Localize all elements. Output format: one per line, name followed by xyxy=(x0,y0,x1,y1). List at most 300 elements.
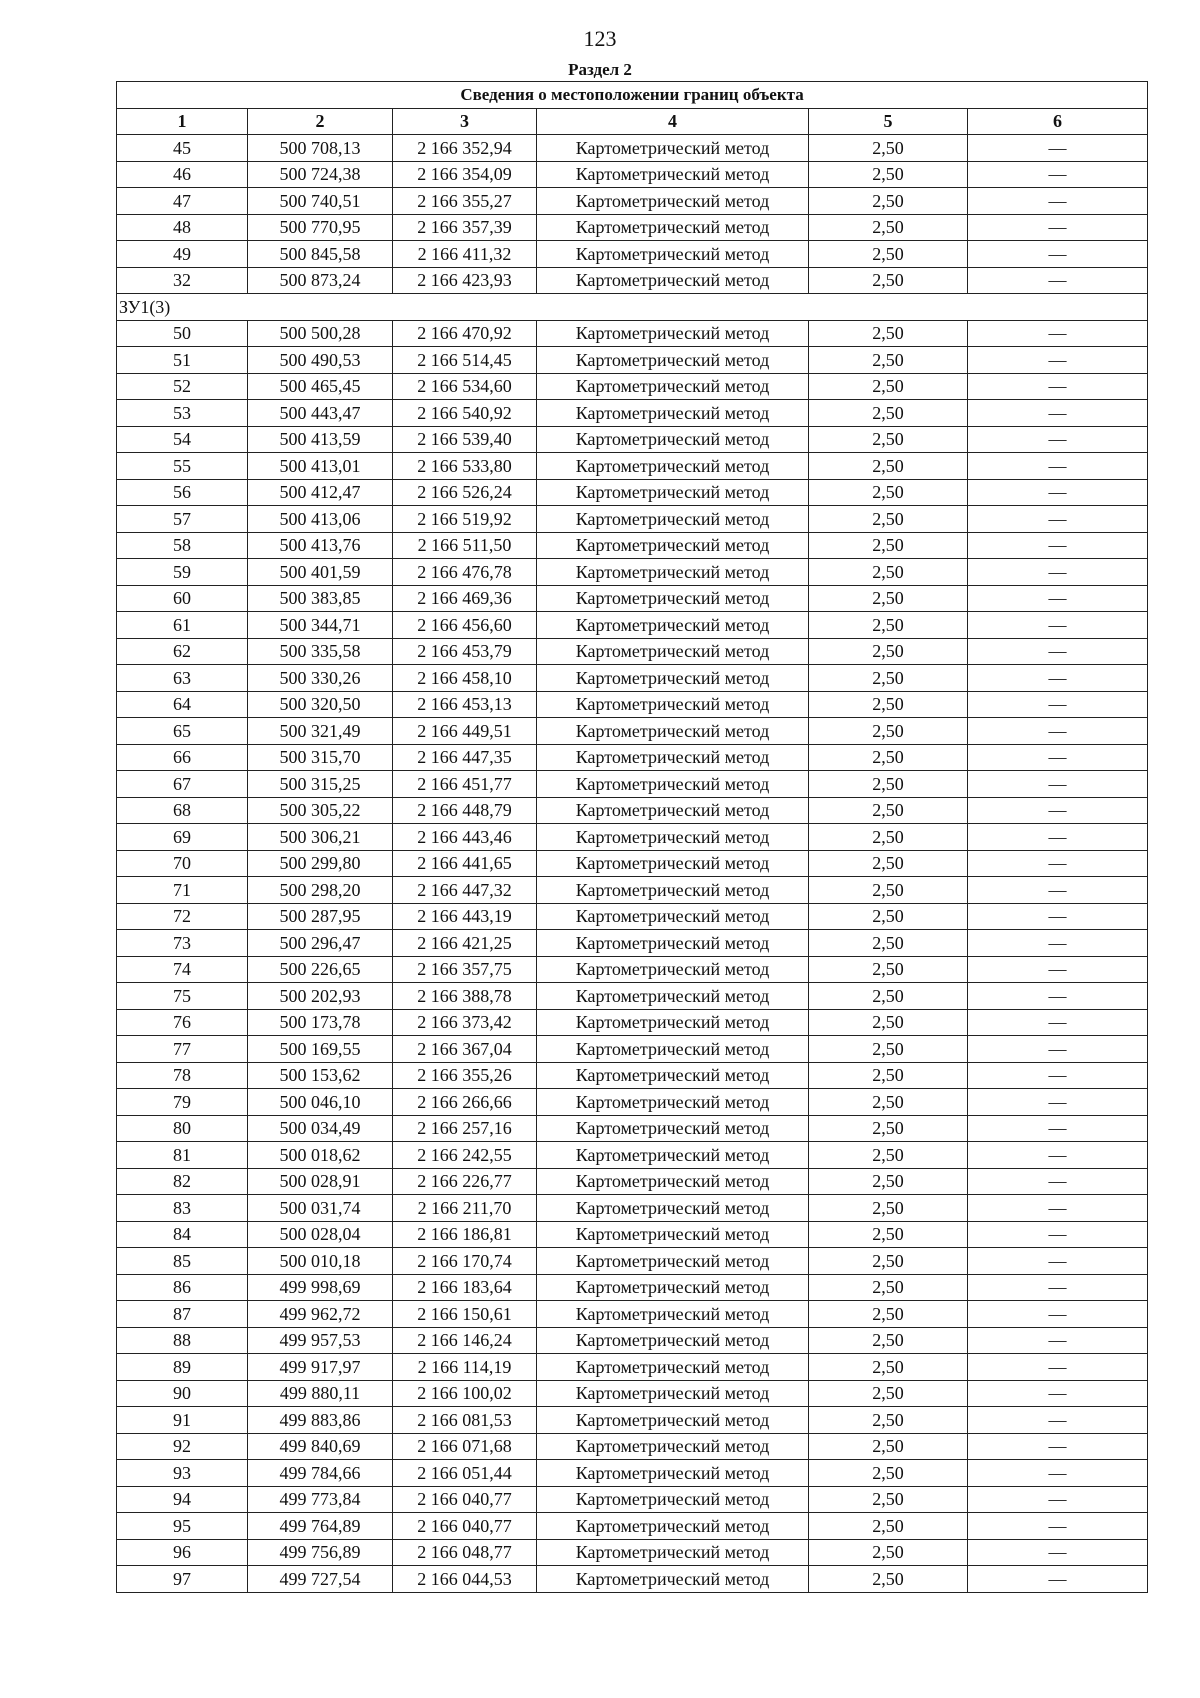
y-coordinate-cell: 2 166 266,66 xyxy=(393,1089,537,1116)
description-cell: — xyxy=(968,612,1148,639)
table-row xyxy=(117,850,1148,877)
x-coordinate-cell: 500 321,49 xyxy=(248,718,393,745)
x-coordinate-cell: 500 344,71 xyxy=(248,612,393,639)
table-row xyxy=(117,320,1148,347)
method-cell: Картометрический метод xyxy=(537,1301,809,1328)
accuracy-cell: 2,50 xyxy=(809,691,968,718)
accuracy-cell: 2,50 xyxy=(809,1009,968,1036)
point-number-cell: 56 xyxy=(117,479,248,506)
point-number-cell: 69 xyxy=(117,824,248,851)
description-cell: — xyxy=(968,1142,1148,1169)
description-cell: — xyxy=(968,903,1148,930)
point-number-cell: 65 xyxy=(117,718,248,745)
x-coordinate-cell: 499 756,89 xyxy=(248,1539,393,1566)
method-cell: Картометрический метод xyxy=(537,479,809,506)
x-coordinate-cell: 500 173,78 xyxy=(248,1009,393,1036)
section-title: Раздел 2 xyxy=(568,60,632,79)
point-number-cell: 77 xyxy=(117,1036,248,1063)
point-number-cell: 53 xyxy=(117,400,248,427)
method-cell: Картометрический метод xyxy=(537,983,809,1010)
description-cell: — xyxy=(968,718,1148,745)
table-body-after-group xyxy=(117,320,1148,1592)
accuracy-cell: 2,50 xyxy=(809,1195,968,1222)
accuracy-cell: 2,50 xyxy=(809,850,968,877)
method-cell: Картометрический метод xyxy=(537,665,809,692)
point-number-cell: 72 xyxy=(117,903,248,930)
x-coordinate-cell: 500 413,06 xyxy=(248,506,393,533)
x-coordinate-cell: 500 708,13 xyxy=(248,135,393,162)
description-cell: — xyxy=(968,1433,1148,1460)
method-cell: Картометрический метод xyxy=(537,1248,809,1275)
point-number-cell: 73 xyxy=(117,930,248,957)
description-cell: — xyxy=(968,1009,1148,1036)
table-row xyxy=(117,1566,1148,1593)
method-cell: Картометрический метод xyxy=(537,1486,809,1513)
description-cell: — xyxy=(968,585,1148,612)
table-caption: Сведения о местоположении границ объекта xyxy=(117,82,1148,109)
accuracy-cell: 2,50 xyxy=(809,983,968,1010)
description-cell: — xyxy=(968,1195,1148,1222)
group-label: ЗУ1(3) xyxy=(117,294,1148,321)
accuracy-cell: 2,50 xyxy=(809,1115,968,1142)
x-coordinate-cell: 500 010,18 xyxy=(248,1248,393,1275)
accuracy-cell: 2,50 xyxy=(809,1327,968,1354)
table-row xyxy=(117,214,1148,241)
description-cell: — xyxy=(968,241,1148,268)
accuracy-cell: 2,50 xyxy=(809,506,968,533)
accuracy-cell: 2,50 xyxy=(809,956,968,983)
description-cell: — xyxy=(968,1089,1148,1116)
y-coordinate-cell: 2 166 357,75 xyxy=(393,956,537,983)
point-number-cell: 84 xyxy=(117,1221,248,1248)
y-coordinate-cell: 2 166 449,51 xyxy=(393,718,537,745)
table-row xyxy=(117,1327,1148,1354)
accuracy-cell: 2,50 xyxy=(809,1433,968,1460)
y-coordinate-cell: 2 166 355,26 xyxy=(393,1062,537,1089)
point-number-cell: 68 xyxy=(117,797,248,824)
method-cell: Картометрический метод xyxy=(537,797,809,824)
x-coordinate-cell: 500 465,45 xyxy=(248,373,393,400)
description-cell: — xyxy=(968,1566,1148,1593)
x-coordinate-cell: 500 443,47 xyxy=(248,400,393,427)
method-cell: Картометрический метод xyxy=(537,1354,809,1381)
table-row xyxy=(117,1009,1148,1036)
point-number-cell: 74 xyxy=(117,956,248,983)
description-cell: — xyxy=(968,559,1148,586)
method-cell: Картометрический метод xyxy=(537,1089,809,1116)
y-coordinate-cell: 2 166 539,40 xyxy=(393,426,537,453)
description-cell: — xyxy=(968,479,1148,506)
y-coordinate-cell: 2 166 443,19 xyxy=(393,903,537,930)
method-cell: Картометрический метод xyxy=(537,1327,809,1354)
x-coordinate-cell: 499 883,86 xyxy=(248,1407,393,1434)
point-number-cell: 51 xyxy=(117,347,248,374)
point-number-cell: 87 xyxy=(117,1301,248,1328)
point-number-cell: 47 xyxy=(117,188,248,215)
description-cell: — xyxy=(968,267,1148,294)
table-row xyxy=(117,638,1148,665)
method-cell: Картометрический метод xyxy=(537,1221,809,1248)
description-cell: — xyxy=(968,1062,1148,1089)
accuracy-cell: 2,50 xyxy=(809,241,968,268)
description-cell: — xyxy=(968,506,1148,533)
accuracy-cell: 2,50 xyxy=(809,612,968,639)
method-cell: Картометрический метод xyxy=(537,718,809,745)
point-number-cell: 63 xyxy=(117,665,248,692)
method-cell: Картометрический метод xyxy=(537,612,809,639)
accuracy-cell: 2,50 xyxy=(809,665,968,692)
x-coordinate-cell: 500 298,20 xyxy=(248,877,393,904)
y-coordinate-cell: 2 166 242,55 xyxy=(393,1142,537,1169)
x-coordinate-cell: 499 840,69 xyxy=(248,1433,393,1460)
table-row xyxy=(117,1221,1148,1248)
accuracy-cell: 2,50 xyxy=(809,135,968,162)
point-number-cell: 81 xyxy=(117,1142,248,1169)
method-cell: Картометрический метод xyxy=(537,1460,809,1487)
accuracy-cell: 2,50 xyxy=(809,1301,968,1328)
accuracy-cell: 2,50 xyxy=(809,1486,968,1513)
method-cell: Картометрический метод xyxy=(537,373,809,400)
y-coordinate-cell: 2 166 170,74 xyxy=(393,1248,537,1275)
y-coordinate-cell: 2 166 354,09 xyxy=(393,161,537,188)
column-header-row xyxy=(117,108,1148,135)
point-number-cell: 50 xyxy=(117,320,248,347)
x-coordinate-cell: 500 296,47 xyxy=(248,930,393,957)
accuracy-cell: 2,50 xyxy=(809,1460,968,1487)
description-cell: — xyxy=(968,1221,1148,1248)
method-cell: Картометрический метод xyxy=(537,744,809,771)
table-row xyxy=(117,824,1148,851)
x-coordinate-cell: 500 031,74 xyxy=(248,1195,393,1222)
description-cell: — xyxy=(968,691,1148,718)
description-cell: — xyxy=(968,638,1148,665)
table-row xyxy=(117,665,1148,692)
y-coordinate-cell: 2 166 423,93 xyxy=(393,267,537,294)
point-number-cell: 92 xyxy=(117,1433,248,1460)
x-coordinate-cell: 500 740,51 xyxy=(248,188,393,215)
column-header: 3 xyxy=(393,108,537,135)
y-coordinate-cell: 2 166 534,60 xyxy=(393,373,537,400)
point-number-cell: 76 xyxy=(117,1009,248,1036)
x-coordinate-cell: 500 018,62 xyxy=(248,1142,393,1169)
method-cell: Картометрический метод xyxy=(537,1142,809,1169)
y-coordinate-cell: 2 166 470,92 xyxy=(393,320,537,347)
x-coordinate-cell: 500 873,24 xyxy=(248,267,393,294)
method-cell: Картометрический метод xyxy=(537,691,809,718)
description-cell: — xyxy=(968,1380,1148,1407)
description-cell: — xyxy=(968,1036,1148,1063)
table-row xyxy=(117,267,1148,294)
table-row xyxy=(117,744,1148,771)
description-cell: — xyxy=(968,400,1148,427)
table-row xyxy=(117,612,1148,639)
point-number-cell: 91 xyxy=(117,1407,248,1434)
x-coordinate-cell: 500 401,59 xyxy=(248,559,393,586)
accuracy-cell: 2,50 xyxy=(809,877,968,904)
accuracy-cell: 2,50 xyxy=(809,373,968,400)
method-cell: Картометрический метод xyxy=(537,1407,809,1434)
y-coordinate-cell: 2 166 040,77 xyxy=(393,1513,537,1540)
x-coordinate-cell: 499 880,11 xyxy=(248,1380,393,1407)
y-coordinate-cell: 2 166 451,77 xyxy=(393,771,537,798)
y-coordinate-cell: 2 166 456,60 xyxy=(393,612,537,639)
table-row xyxy=(117,691,1148,718)
x-coordinate-cell: 500 500,28 xyxy=(248,320,393,347)
point-number-cell: 49 xyxy=(117,241,248,268)
x-coordinate-cell: 499 773,84 xyxy=(248,1486,393,1513)
description-cell: — xyxy=(968,771,1148,798)
table-row xyxy=(117,956,1148,983)
table-row xyxy=(117,373,1148,400)
method-cell: Картометрический метод xyxy=(537,1168,809,1195)
y-coordinate-cell: 2 166 051,44 xyxy=(393,1460,537,1487)
y-coordinate-cell: 2 166 447,32 xyxy=(393,877,537,904)
point-number-cell: 57 xyxy=(117,506,248,533)
accuracy-cell: 2,50 xyxy=(809,453,968,480)
y-coordinate-cell: 2 166 081,53 xyxy=(393,1407,537,1434)
x-coordinate-cell: 500 153,62 xyxy=(248,1062,393,1089)
x-coordinate-cell: 500 305,22 xyxy=(248,797,393,824)
method-cell: Картометрический метод xyxy=(537,956,809,983)
table-row xyxy=(117,479,1148,506)
description-cell: — xyxy=(968,824,1148,851)
x-coordinate-cell: 500 413,01 xyxy=(248,453,393,480)
method-cell: Картометрический метод xyxy=(537,214,809,241)
x-coordinate-cell: 500 770,95 xyxy=(248,214,393,241)
accuracy-cell: 2,50 xyxy=(809,1407,968,1434)
point-number-cell: 86 xyxy=(117,1274,248,1301)
description-cell: — xyxy=(968,373,1148,400)
description-cell: — xyxy=(968,930,1148,957)
point-number-cell: 59 xyxy=(117,559,248,586)
table-row xyxy=(117,1168,1148,1195)
point-number-cell: 89 xyxy=(117,1354,248,1381)
method-cell: Картометрический метод xyxy=(537,400,809,427)
accuracy-cell: 2,50 xyxy=(809,267,968,294)
x-coordinate-cell: 500 320,50 xyxy=(248,691,393,718)
x-coordinate-cell: 500 413,59 xyxy=(248,426,393,453)
x-coordinate-cell: 500 306,21 xyxy=(248,824,393,851)
y-coordinate-cell: 2 166 226,77 xyxy=(393,1168,537,1195)
point-number-cell: 64 xyxy=(117,691,248,718)
accuracy-cell: 2,50 xyxy=(809,320,968,347)
table-row xyxy=(117,1062,1148,1089)
x-coordinate-cell: 500 330,26 xyxy=(248,665,393,692)
description-cell: — xyxy=(968,744,1148,771)
page-number: 123 xyxy=(583,26,617,51)
y-coordinate-cell: 2 166 469,36 xyxy=(393,585,537,612)
point-number-cell: 48 xyxy=(117,214,248,241)
y-coordinate-cell: 2 166 048,77 xyxy=(393,1539,537,1566)
y-coordinate-cell: 2 166 443,46 xyxy=(393,824,537,851)
table-row xyxy=(117,241,1148,268)
method-cell: Картометрический метод xyxy=(537,1036,809,1063)
table-row xyxy=(117,453,1148,480)
x-coordinate-cell: 500 202,93 xyxy=(248,983,393,1010)
x-coordinate-cell: 500 315,70 xyxy=(248,744,393,771)
x-coordinate-cell: 500 335,58 xyxy=(248,638,393,665)
point-number-cell: 61 xyxy=(117,612,248,639)
group-section xyxy=(117,294,1148,321)
point-number-cell: 67 xyxy=(117,771,248,798)
y-coordinate-cell: 2 166 357,39 xyxy=(393,214,537,241)
y-coordinate-cell: 2 166 411,32 xyxy=(393,241,537,268)
y-coordinate-cell: 2 166 257,16 xyxy=(393,1115,537,1142)
y-coordinate-cell: 2 166 476,78 xyxy=(393,559,537,586)
accuracy-cell: 2,50 xyxy=(809,1380,968,1407)
x-coordinate-cell: 499 784,66 xyxy=(248,1460,393,1487)
x-coordinate-cell: 500 299,80 xyxy=(248,850,393,877)
method-cell: Картометрический метод xyxy=(537,267,809,294)
method-cell: Картометрический метод xyxy=(537,1539,809,1566)
method-cell: Картометрический метод xyxy=(537,1513,809,1540)
y-coordinate-cell: 2 166 453,79 xyxy=(393,638,537,665)
y-coordinate-cell: 2 166 183,64 xyxy=(393,1274,537,1301)
method-cell: Картометрический метод xyxy=(537,585,809,612)
y-coordinate-cell: 2 166 511,50 xyxy=(393,532,537,559)
accuracy-cell: 2,50 xyxy=(809,1142,968,1169)
y-coordinate-cell: 2 166 352,94 xyxy=(393,135,537,162)
table-row xyxy=(117,1513,1148,1540)
table-row xyxy=(117,1301,1148,1328)
column-header: 1 xyxy=(117,108,248,135)
accuracy-cell: 2,50 xyxy=(809,479,968,506)
accuracy-cell: 2,50 xyxy=(809,1168,968,1195)
description-cell: — xyxy=(968,1460,1148,1487)
method-cell: Картометрический метод xyxy=(537,824,809,851)
table-row xyxy=(117,1354,1148,1381)
table-row xyxy=(117,1142,1148,1169)
y-coordinate-cell: 2 166 114,19 xyxy=(393,1354,537,1381)
description-cell: — xyxy=(968,1327,1148,1354)
method-cell: Картометрический метод xyxy=(537,1062,809,1089)
point-number-cell: 83 xyxy=(117,1195,248,1222)
table-row xyxy=(117,1089,1148,1116)
method-cell: Картометрический метод xyxy=(537,1195,809,1222)
table-row xyxy=(117,903,1148,930)
method-cell: Картометрический метод xyxy=(537,506,809,533)
y-coordinate-cell: 2 166 453,13 xyxy=(393,691,537,718)
table-row xyxy=(117,771,1148,798)
accuracy-cell: 2,50 xyxy=(809,532,968,559)
method-cell: Картометрический метод xyxy=(537,1566,809,1593)
description-cell: — xyxy=(968,453,1148,480)
point-number-cell: 75 xyxy=(117,983,248,1010)
y-coordinate-cell: 2 166 100,02 xyxy=(393,1380,537,1407)
method-cell: Картометрический метод xyxy=(537,453,809,480)
group-label-row xyxy=(117,294,1148,321)
table-row xyxy=(117,1195,1148,1222)
table-row xyxy=(117,559,1148,586)
point-number-cell: 60 xyxy=(117,585,248,612)
method-cell: Картометрический метод xyxy=(537,347,809,374)
accuracy-cell: 2,50 xyxy=(809,1566,968,1593)
method-cell: Картометрический метод xyxy=(537,135,809,162)
description-cell: — xyxy=(968,188,1148,215)
table-row xyxy=(117,930,1148,957)
description-cell: — xyxy=(968,214,1148,241)
method-cell: Картометрический метод xyxy=(537,559,809,586)
accuracy-cell: 2,50 xyxy=(809,214,968,241)
description-cell: — xyxy=(968,1486,1148,1513)
x-coordinate-cell: 499 727,54 xyxy=(248,1566,393,1593)
y-coordinate-cell: 2 166 533,80 xyxy=(393,453,537,480)
x-coordinate-cell: 500 724,38 xyxy=(248,161,393,188)
point-number-cell: 46 xyxy=(117,161,248,188)
description-cell: — xyxy=(968,850,1148,877)
method-cell: Картометрический метод xyxy=(537,188,809,215)
table-row xyxy=(117,1036,1148,1063)
description-cell: — xyxy=(968,797,1148,824)
table-row xyxy=(117,797,1148,824)
table-row xyxy=(117,161,1148,188)
table-row xyxy=(117,506,1148,533)
table-body-before-group xyxy=(117,135,1148,294)
description-cell: — xyxy=(968,347,1148,374)
accuracy-cell: 2,50 xyxy=(809,1513,968,1540)
y-coordinate-cell: 2 166 186,81 xyxy=(393,1221,537,1248)
table-row xyxy=(117,1274,1148,1301)
table-row xyxy=(117,877,1148,904)
description-cell: — xyxy=(968,320,1148,347)
point-number-cell: 82 xyxy=(117,1168,248,1195)
accuracy-cell: 2,50 xyxy=(809,824,968,851)
description-cell: — xyxy=(968,1407,1148,1434)
method-cell: Картометрический метод xyxy=(537,930,809,957)
x-coordinate-cell: 499 957,53 xyxy=(248,1327,393,1354)
accuracy-cell: 2,50 xyxy=(809,718,968,745)
point-number-cell: 88 xyxy=(117,1327,248,1354)
table-row xyxy=(117,983,1148,1010)
table-row xyxy=(117,1486,1148,1513)
y-coordinate-cell: 2 166 448,79 xyxy=(393,797,537,824)
accuracy-cell: 2,50 xyxy=(809,400,968,427)
accuracy-cell: 2,50 xyxy=(809,1274,968,1301)
accuracy-cell: 2,50 xyxy=(809,1539,968,1566)
accuracy-cell: 2,50 xyxy=(809,1221,968,1248)
description-cell: — xyxy=(968,1354,1148,1381)
accuracy-cell: 2,50 xyxy=(809,638,968,665)
table-row xyxy=(117,1248,1148,1275)
table-row xyxy=(117,347,1148,374)
description-cell: — xyxy=(968,956,1148,983)
y-coordinate-cell: 2 166 367,04 xyxy=(393,1036,537,1063)
x-coordinate-cell: 500 169,55 xyxy=(248,1036,393,1063)
accuracy-cell: 2,50 xyxy=(809,903,968,930)
point-number-cell: 54 xyxy=(117,426,248,453)
table-row xyxy=(117,188,1148,215)
description-cell: — xyxy=(968,1301,1148,1328)
x-coordinate-cell: 500 315,25 xyxy=(248,771,393,798)
description-cell: — xyxy=(968,532,1148,559)
x-coordinate-cell: 500 287,95 xyxy=(248,903,393,930)
point-number-cell: 96 xyxy=(117,1539,248,1566)
description-cell: — xyxy=(968,1274,1148,1301)
method-cell: Картометрический метод xyxy=(537,850,809,877)
y-coordinate-cell: 2 166 526,24 xyxy=(393,479,537,506)
x-coordinate-cell: 500 490,53 xyxy=(248,347,393,374)
point-number-cell: 93 xyxy=(117,1460,248,1487)
table-row xyxy=(117,1460,1148,1487)
table-row xyxy=(117,585,1148,612)
x-coordinate-cell: 500 412,47 xyxy=(248,479,393,506)
x-coordinate-cell: 500 046,10 xyxy=(248,1089,393,1116)
x-coordinate-cell: 500 383,85 xyxy=(248,585,393,612)
table-row xyxy=(117,1433,1148,1460)
description-cell: — xyxy=(968,983,1148,1010)
method-cell: Картометрический метод xyxy=(537,161,809,188)
y-coordinate-cell: 2 166 071,68 xyxy=(393,1433,537,1460)
